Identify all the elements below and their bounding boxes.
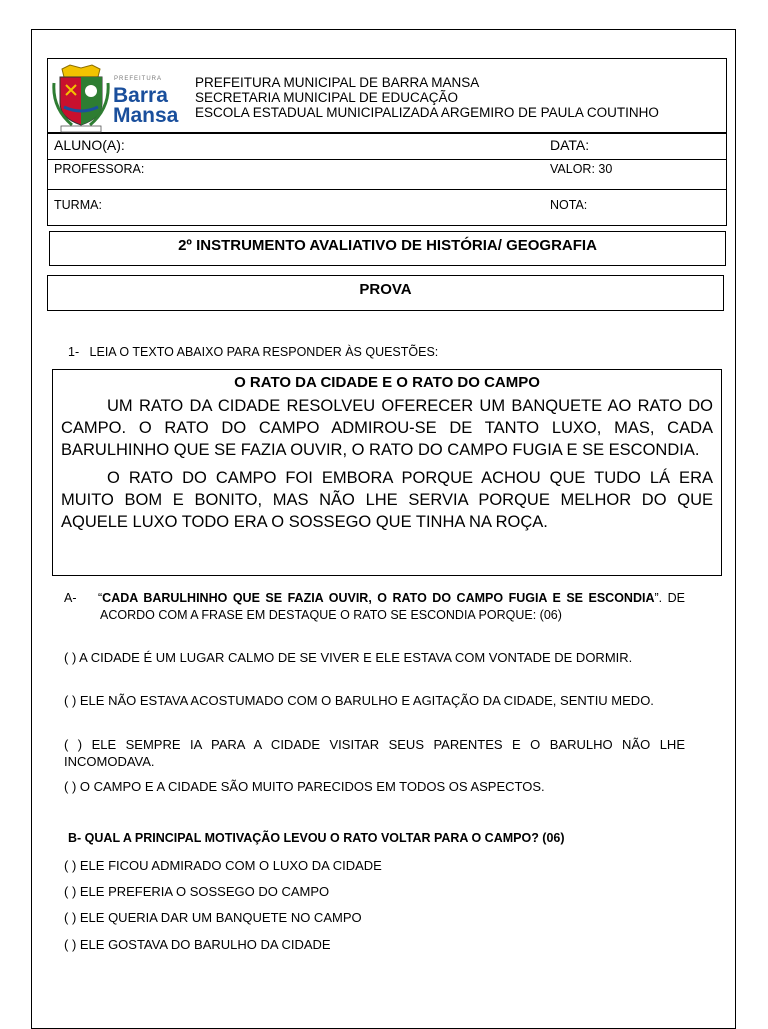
city-coat-of-arms-icon [52, 63, 110, 133]
question-a-quote: CADA BARULHINHO QUE SE FAZIA OUVIR, O RATO DO CAMPO FUGIA E SE ESCONDIA [102, 591, 655, 605]
question-b: B- QUAL A PRINCIPAL MOTIVAÇÃO LEVOU O RATO VOLTAR PARA O CAMPO? (06) [68, 831, 565, 845]
question-b-option-1[interactable]: ( ) ELE FICOU ADMIRADO COM O LUXO DA CIDADE [64, 858, 382, 873]
question-a [64, 590, 686, 624]
question-b-option-4[interactable]: ( ) ELE GOSTAVA DO BARULHO DA CIDADE [64, 937, 331, 952]
question-a-option-1[interactable]: ( ) A CIDADE É UM LUGAR CALMO DE SE VIVER E ELE ESTAVA COM VONTADE DE DORMIR. [64, 650, 633, 665]
question-a-quote-open: “ [98, 591, 103, 605]
question-a-option-3[interactable]: ( ) ELE SEMPRE IA PARA A CIDADE VISITAR SEUS PARENTES E O BARULHO NÃO LHE INCOMODAVA. [64, 737, 685, 769]
question-1-text: LEIA O TEXTO ABAIXO PARA RESPONDER ÀS QUESTÕES: [89, 345, 439, 359]
question-1 [68, 345, 438, 359]
logo-mansa-text: Mansa [113, 104, 179, 127]
valor-field: VALOR: 30 [544, 160, 727, 190]
question-a-letter: A- [64, 591, 77, 605]
question-a-option-2[interactable]: ( ) ELE NÃO ESTAVA ACOSTUMADO COM O BARULHO E AGITAÇÃO DA CIDADE, SENTIU MEDO. [64, 693, 654, 708]
header-line-escola: ESCOLA ESTADUAL MUNICIPALIZADA ARGEMIRO DE PAULA COUTINHO [195, 105, 659, 120]
story-paragraph-2: O RATO DO CAMPO FOI EMBORA PORQUE ACHOU QUE TUDO LÁ ERA MUITO BOM E BONITO, MAS NÃO LHE SERVIA PORQUE MELHOR DO QUE AQUELE LUXO TODO ERA O SOSSEGO QUE TINHA NA ROÇA. [61, 469, 713, 531]
barra-mansa-logo [52, 63, 202, 133]
logo-prefeitura-text: PREFEITURA [114, 76, 163, 82]
question-1-number: 1- [68, 345, 80, 359]
student-info-table [47, 133, 727, 226]
header-line-secretaria: SECRETARIA MUNICIPAL DE EDUCAÇÃO [195, 90, 459, 105]
story-box [52, 369, 722, 576]
logo-barra-text: Barra [113, 84, 168, 107]
header-text [195, 75, 659, 120]
data-field[interactable]: DATA: [544, 134, 727, 160]
question-b-option-3[interactable]: ( ) ELE QUERIA DAR UM BANQUETE NO CAMPO [64, 910, 362, 925]
aluno-field[interactable]: ALUNO(A): [48, 134, 545, 160]
professora-field[interactable]: PROFESSORA: [48, 160, 545, 190]
exam-subtitle: PROVA [47, 275, 724, 311]
story-title: O RATO DA CIDADE E O RATO DO CAMPO [234, 374, 540, 391]
nota-field[interactable]: NOTA: [544, 190, 727, 226]
exam-title: 2º INSTRUMENTO AVALIATIVO DE HISTÓRIA/ GEOGRAFIA [49, 231, 726, 266]
header-line-prefeitura: PREFEITURA MUNICIPAL DE BARRA MANSA [195, 75, 480, 90]
question-b-option-2[interactable]: ( ) ELE PREFERIA O SOSSEGO DO CAMPO [64, 884, 330, 899]
question-a-rest: ”. DE ACORDO COM A FRASE EM DESTAQUE O RATO SE ESCONDIA PORQUE: (06) [100, 591, 686, 622]
school-header [47, 58, 727, 133]
story-paragraph-1: UM RATO DA CIDADE RESOLVEU OFERECER UM BANQUETE AO RATO DO CAMPO. O RATO DO CAMPO ADMIROU-SE DE TANTO LUXO, MAS, CADA BARULHINHO QUE SE FAZIA OUVIR, O RATO DO CAMPO FUGIA E SE ESCONDIA. [61, 397, 713, 459]
turma-field[interactable]: TURMA: [48, 190, 545, 226]
question-a-option-4[interactable]: ( ) O CAMPO E A CIDADE SÃO MUITO PARECIDOS EM TODOS OS ASPECTOS. [64, 779, 545, 794]
